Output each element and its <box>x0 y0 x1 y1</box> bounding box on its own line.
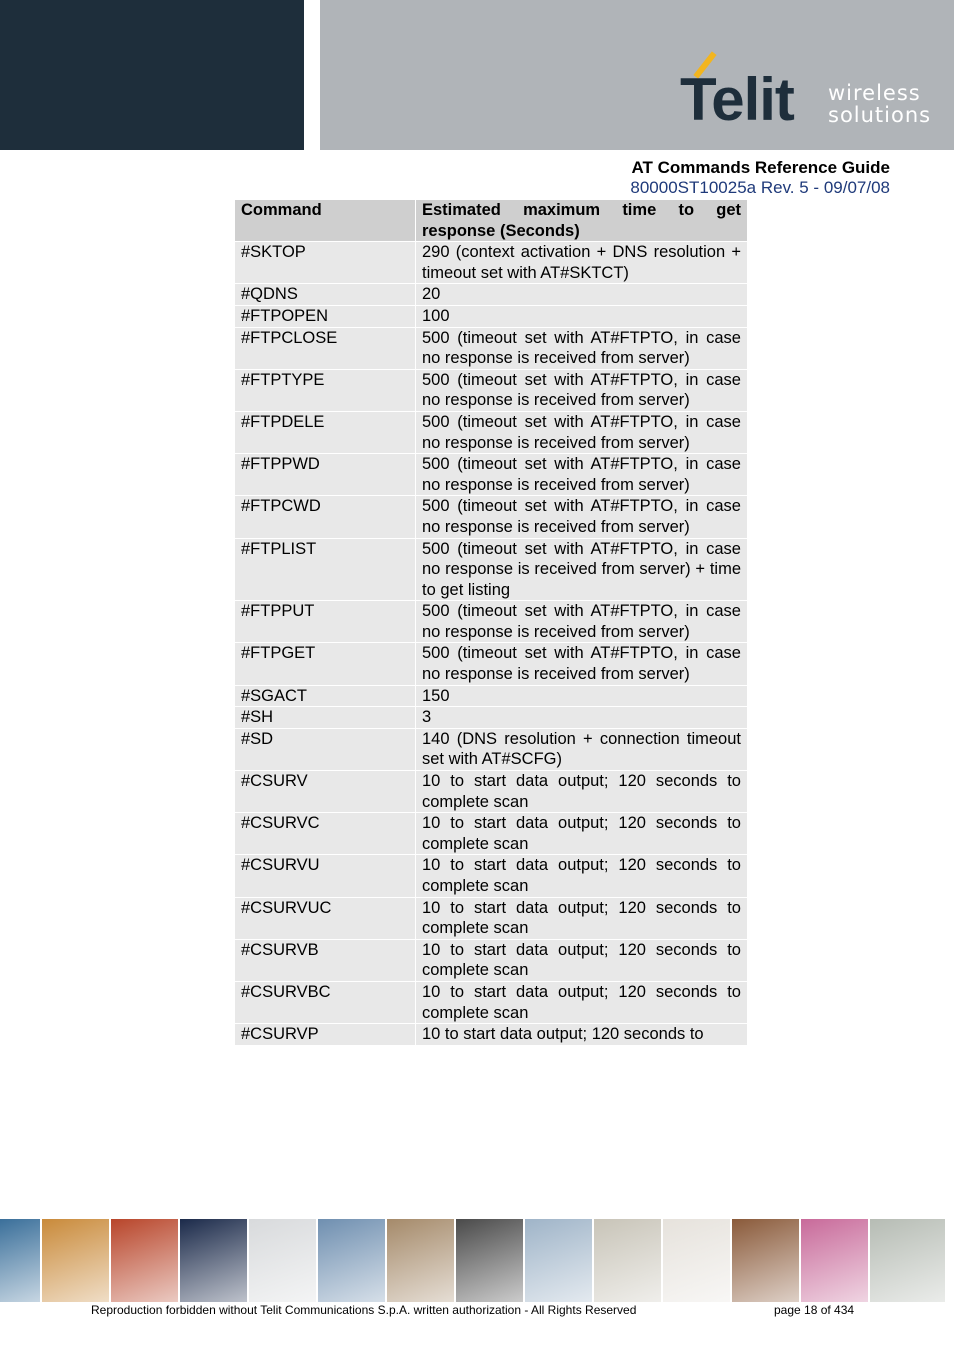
table-row <box>235 855 748 897</box>
table-row <box>235 1024 748 1046</box>
table-row <box>235 981 748 1023</box>
command-cell: #CSURV <box>235 771 416 813</box>
command-cell: #FTPLIST <box>235 538 416 601</box>
logo-tagline-line-2: solutions <box>828 103 932 127</box>
table-row <box>235 601 748 643</box>
digital-clock-photo <box>180 1219 247 1302</box>
security-camera-photo <box>870 1219 945 1302</box>
command-cell: #FTPOPEN <box>235 305 416 327</box>
table-row <box>235 771 748 813</box>
roadside-phone-photo <box>42 1219 109 1302</box>
response-time-table <box>234 199 748 1046</box>
photo-strip <box>0 1219 954 1302</box>
response-time-cell: 500 (timeout set with AT#FTPTO, in case no response is received from server) <box>416 411 748 453</box>
page-footer <box>0 1302 954 1320</box>
table-row <box>235 939 748 981</box>
response-time-cell: 500 (timeout set with AT#FTPTO, in case no response is received from server) <box>416 327 748 369</box>
laser-lines-photo <box>663 1219 730 1302</box>
response-time-cell: 3 <box>416 707 748 729</box>
logo-tagline <box>828 82 931 126</box>
meter-photo <box>594 1219 661 1302</box>
handheld-device-photo <box>387 1219 454 1302</box>
response-time-cell: 100 <box>416 305 748 327</box>
command-cell: #CSURVBC <box>235 981 416 1023</box>
table-row <box>235 284 748 306</box>
table-row <box>235 242 748 284</box>
response-time-cell: 500 (timeout set with AT#FTPTO, in case no response is received from server) <box>416 601 748 643</box>
table-row <box>235 454 748 496</box>
command-cell: #QDNS <box>235 284 416 306</box>
wind-turbines-photo <box>525 1219 592 1302</box>
cyclist-photo <box>318 1219 385 1302</box>
table-row <box>235 897 748 939</box>
vending-machine-photo <box>456 1219 523 1302</box>
table-row <box>235 411 748 453</box>
train-station-photo <box>732 1219 799 1302</box>
command-cell: #CSURVU <box>235 855 416 897</box>
command-cell: #CSURVP <box>235 1024 416 1046</box>
table-row <box>235 707 748 729</box>
logo-wordmark: Telit <box>680 66 794 133</box>
table-row <box>235 369 748 411</box>
table-row <box>235 813 748 855</box>
telit-logo <box>676 48 936 132</box>
document-revision: 80000ST10025a Rev. 5 - 09/07/08 <box>630 178 890 197</box>
table-row <box>235 305 748 327</box>
command-cell: #FTPPUT <box>235 601 416 643</box>
command-cell: #FTPCWD <box>235 496 416 538</box>
response-time-cell: 140 (DNS resolution + connection timeout set with AT#SCFG) <box>416 728 748 770</box>
table-row <box>235 538 748 601</box>
command-cell: #SKTOP <box>235 242 416 284</box>
command-cell: #CSURVUC <box>235 897 416 939</box>
response-time-cell: 500 (timeout set with AT#FTPTO, in case no response is received from server) <box>416 496 748 538</box>
response-time-cell: 290 (context activation + DNS resolution + timeout set with AT#SKTCT) <box>416 242 748 284</box>
response-time-cell: 10 to start data output; 120 seconds to complete scan <box>416 813 748 855</box>
command-cell: #SGACT <box>235 685 416 707</box>
command-cell: #SH <box>235 707 416 729</box>
response-time-cell: 150 <box>416 685 748 707</box>
table-row <box>235 496 748 538</box>
command-cell: #CSURVC <box>235 813 416 855</box>
table-row <box>235 728 748 770</box>
response-time-cell: 10 to start data output; 120 seconds to complete scan <box>416 981 748 1023</box>
logo-tagline-line-1: wireless <box>828 81 921 105</box>
highway-photo <box>0 1219 40 1302</box>
command-cell: #FTPPWD <box>235 454 416 496</box>
table-header-row <box>235 200 748 242</box>
response-time-cell: 10 to start data output; 120 seconds to complete scan <box>416 897 748 939</box>
header-dark-panel <box>0 0 304 150</box>
response-time-cell: 10 to start data output; 120 seconds to complete scan <box>416 855 748 897</box>
command-cell: #FTPGET <box>235 643 416 685</box>
response-time-cell: 10 to start data output; 120 seconds to complete scan <box>416 771 748 813</box>
table-row <box>235 685 748 707</box>
header-max-time: Estimated maximum time to get response (Seconds) <box>416 200 748 242</box>
command-cell: #FTPTYPE <box>235 369 416 411</box>
table-row <box>235 643 748 685</box>
command-cell: #FTPDELE <box>235 411 416 453</box>
header-command: Command <box>235 200 416 242</box>
response-time-cell: 10 to start data output; 120 seconds to complete scan <box>416 939 748 981</box>
command-cell: #CSURVB <box>235 939 416 981</box>
keyboard-photo <box>249 1219 316 1302</box>
response-time-cell: 500 (timeout set with AT#FTPTO, in case no response is received from server) + time to get listing <box>416 538 748 601</box>
command-cell: #FTPCLOSE <box>235 327 416 369</box>
response-time-cell: 10 to start data output; 120 seconds to <box>416 1024 748 1046</box>
shipping-containers-photo <box>111 1219 178 1302</box>
response-time-cell: 20 <box>416 284 748 306</box>
response-time-cell: 500 (timeout set with AT#FTPTO, in case no response is received from server) <box>416 369 748 411</box>
pink-packages-photo <box>801 1219 868 1302</box>
response-time-cell: 500 (timeout set with AT#FTPTO, in case no response is received from server) <box>416 643 748 685</box>
page-number: page 18 of 434 <box>774 1303 855 1317</box>
document-title: AT Commands Reference Guide <box>631 158 890 177</box>
response-time-cell: 500 (timeout set with AT#FTPTO, in case no response is received from server) <box>416 454 748 496</box>
command-cell: #SD <box>235 728 416 770</box>
copyright-notice: Reproduction forbidden without Telit Communications S.p.A. written authorization - All Rights Reserved <box>91 1303 637 1317</box>
table-row <box>235 327 748 369</box>
